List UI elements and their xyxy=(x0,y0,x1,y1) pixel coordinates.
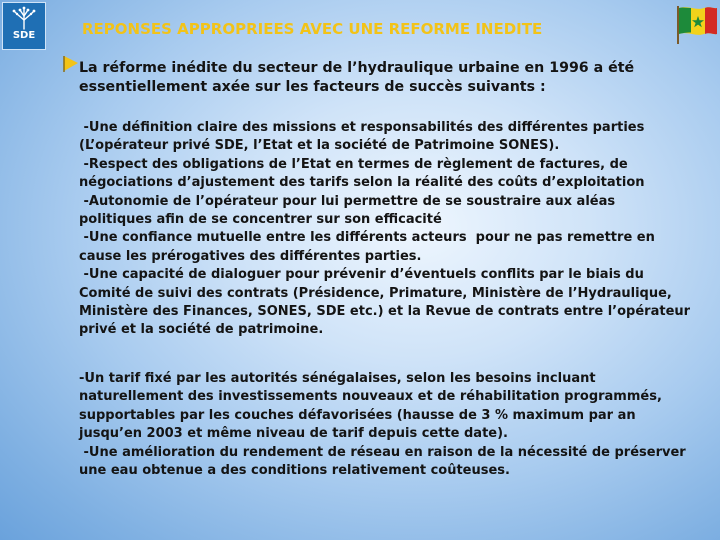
senegal-flag-icon xyxy=(676,4,718,44)
factor-item: -Respect des obligations de l’Etat en termes de règlement de factures, de négociations d’ajustement des tarifs selon la réalité des coûts d’exploitation xyxy=(79,156,645,191)
slide-title: REPONSES APPROPRIEES AVEC UNE REFORME INEDITE xyxy=(82,20,543,38)
arrow-bullet-icon xyxy=(62,55,80,73)
logo-text: SDE xyxy=(12,30,36,41)
tariff-factors-list xyxy=(79,370,691,480)
factor-item: -Une capacité de dialoguer pour prévenir d’éventuels conflits par le biais du Comité de suivi des contrats (Présidence, Primature, Ministère de l’Hydraulique, Ministère des Finances, SONES, SDE etc.) et la Revue de contrats entre l’opérateur privé et la société de patrimoine. xyxy=(79,267,695,338)
success-factors-list xyxy=(79,119,695,340)
tree-icon xyxy=(11,6,37,30)
factor-item: -Une amélioration du rendement de réseau en raison de la nécessité de préserver une eau obtenue a des conditions relativement coûteuses. xyxy=(79,444,691,479)
intro-text: La réforme inédite du secteur de l’hydraulique urbaine en 1996 a été essentiellement axée sur les facteurs de succès suivants : xyxy=(79,60,635,95)
factor-item: -Une confiance mutuelle entre les différents acteurs pour ne pas remettre en cause les prérogatives des différentes parties. xyxy=(79,230,660,264)
sde-logo xyxy=(2,2,46,50)
factor-item: -Un tarif fixé par les autorités sénégalaises, selon les besoins incluant naturellement des investissements nouveaux et de réhabilitation programmés, supportables par les couches défavorisées (hausse de 3 % maximum par an jusqu’en 2003 et même niveau de tarif depuis cette date). xyxy=(79,371,667,442)
factor-item: -Autonomie de l’opérateur pour lui permettre de se soustraire aux aléas politiques afin de se concentrer sur son efficacité xyxy=(79,193,620,228)
factor-item: -Une définition claire des missions et responsabilités des différentes parties (L’opérateur privé SDE, l’Etat et la société de Patrimoine SONES). xyxy=(79,120,649,154)
